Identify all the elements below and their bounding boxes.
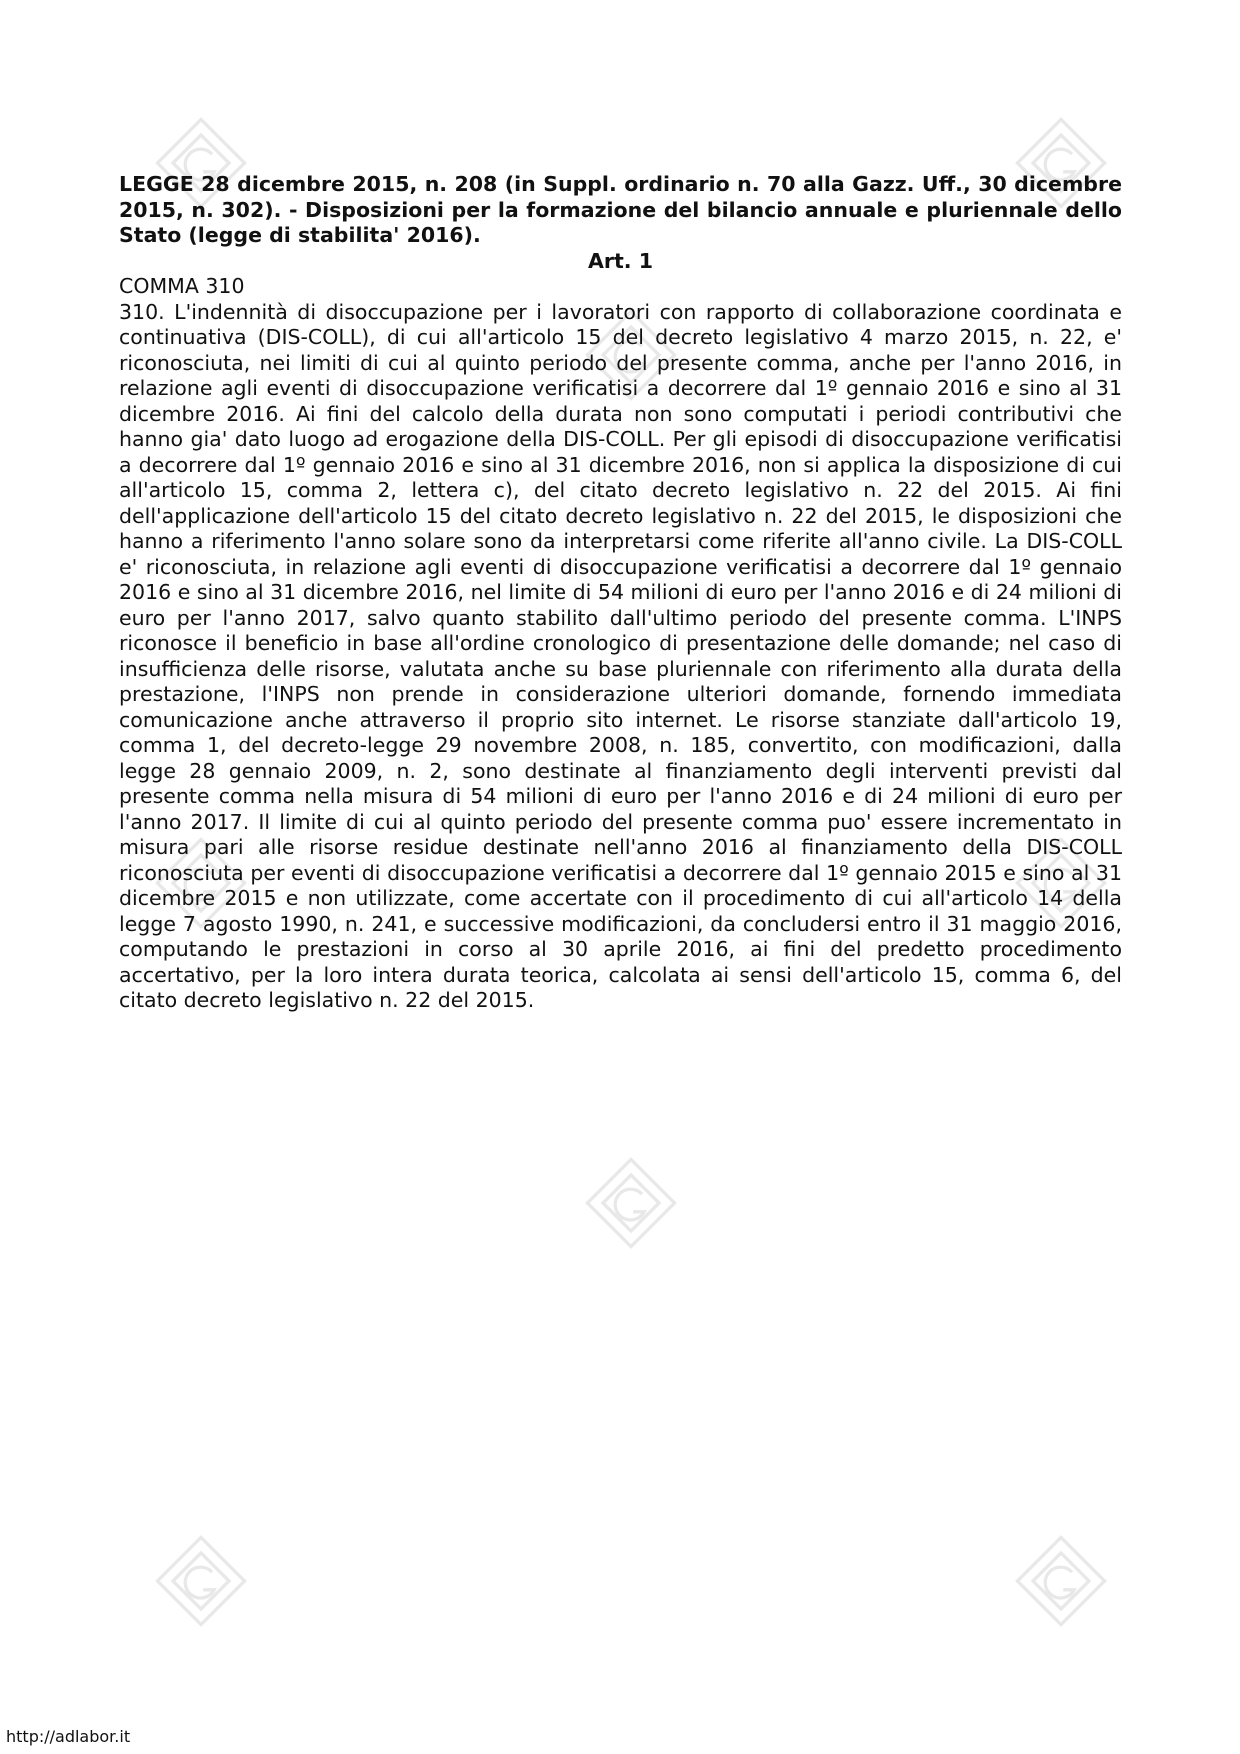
article-title: Art. 1 (588, 248, 653, 273)
watermark-logo-icon (576, 1148, 686, 1258)
comma-label: COMMA 310 (119, 274, 245, 298)
watermark-logo-icon (1006, 1526, 1116, 1636)
footer-url: http://adlabor.it (6, 1727, 131, 1746)
law-heading: LEGGE 28 dicembre 2015, n. 208 (in Suppl. ordinario n. 70 alla Gazz. Uff., 30 dicembre 2015, n. 302). - Disposizioni per la formazione del bilancio annuale e pluriennale dello Stato (legge di stabilita' 2016). (119, 172, 1122, 247)
comma-text: 310. L'indennità di disoccupazione per i lavoratori con rapporto di collaborazione coordinata e continuativa (DIS-COLL), di cui all'articolo 15 del decreto legislativo 4 marzo 2015, n. 22, e' riconosciuta, nei limiti di cui al quinto periodo del presente comma, anche per l'anno 2016, in relazione agli eventi di disoccupazione verificatisi a decorrere dal 1º gennaio 2016 e sino al 31 dicembre 2016. Ai fini del calcolo della durata non sono computati i periodi contributivi che hanno gia' dato luogo ad erogazione della DIS-COLL. Per gli episodi di disoccupazione verificatisi a decorrere dal 1º gennaio 2016 e sino al 31 dicembre 2016, non si applica la disposizione di cui all'articolo 15, comma 2, lettera c), del citato decreto legislativo n. 22 del 2015. Ai fini dell'applicazione dell'articolo 15 del citato decreto legislativo n. 22 del 2015, le disposizioni che hanno a riferimento l'anno solare sono da interpretarsi come riferite all'anno civile. La DIS-COLL e' riconosciuta, in relazione agli eventi di disoccupazione verificatisi a decorrere dal 1º gennaio 2016 e sino al 31 dicembre 2016, nel limite di 54 milioni di euro per l'anno 2016 e di 24 milioni di euro per l'anno 2017, salvo quanto stabilito dall'ultimo periodo del presente comma. L'INPS riconosce il beneficio in base all'ordine cronologico di presentazione delle domande; nel caso di insufficienza delle risorse, valutata anche su base pluriennale con riferimento alla durata della prestazione, l'INPS non prende in considerazione ulteriori domande, fornendo immediata comunicazione anche attraverso il proprio sito internet. Le risorse stanziate dall'articolo 19, comma 1, del decreto-legge 29 novembre 2008, n. 185, convertito, con modificazioni, dalla legge 28 gennaio 2009, n. 2, sono destinate al finanziamento degli interventi previsti dal presente comma nella misura di 54 milioni di euro per l'anno 2016 e di 24 milioni di euro per l'anno 2017. Il limite di cui al quinto periodo del presente comma puo' essere incrementato in misura pari alle risorse residue destinate nell'anno 2016 al finanziamento della DIS-COLL riconosciuta per eventi di disoccupazione verificatisi a decorrere dal 1º gennaio 2015 e sino al 31 dicembre 2015 e non utilizzate, come accertate con il procedimento di cui all'articolo 14 della legge 7 agosto 1990, n. 241, e successive modificazioni, da concludersi entro il 31 maggio 2016, computando le prestazioni in corso al 30 aprile 2016, ai fini del predetto procedimento accertativo, per la loro intera durata teorica, calcolata ai sensi dell'articolo 15, comma 6, del citato decreto legislativo n. 22 del 2015. (119, 299, 1122, 1012)
document-body (119, 172, 1122, 1014)
watermark-logo-icon (146, 1526, 256, 1636)
